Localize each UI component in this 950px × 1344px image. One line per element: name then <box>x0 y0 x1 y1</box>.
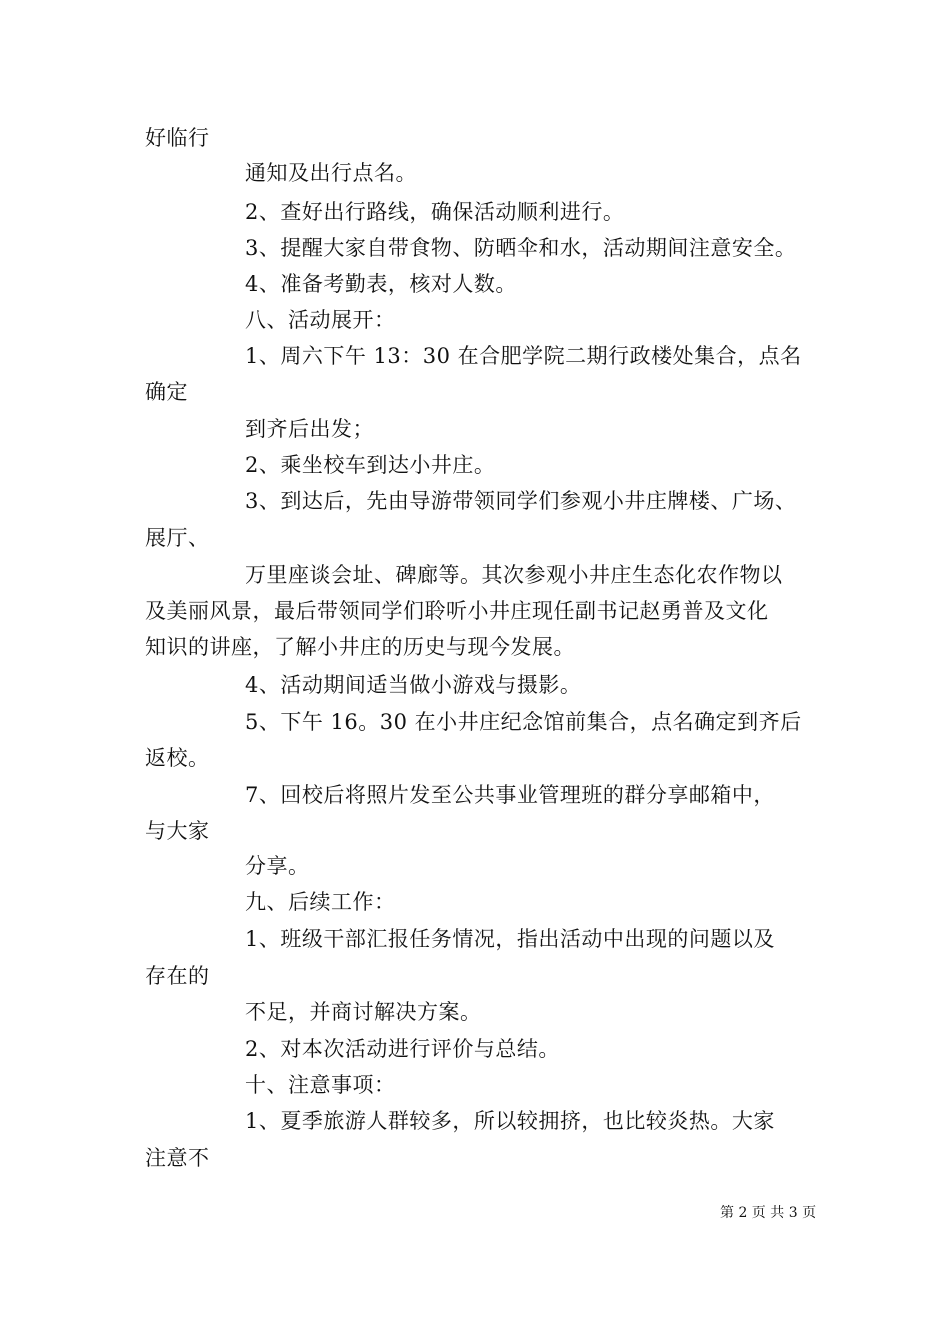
text-line: 及美丽风景，最后带领同学们聆听小井庄现任副书记赵勇普及文化 <box>145 599 769 623</box>
text-line: 5、下午 16。30 在小井庄纪念馆前集合，点名确定到齐后 <box>245 710 802 734</box>
text-line: 展厅、 <box>145 526 210 550</box>
text-line: 1、周六下午 13：30 在合肥学院二期行政楼处集合，点名 <box>245 344 802 368</box>
text-line: 返校。 <box>145 746 210 770</box>
text-line: 通知及出行点名。 <box>245 161 417 185</box>
page-number-footer: 第 2 页 共 3 页 <box>720 1205 817 1221</box>
text-line: 4、准备考勤表，核对人数。 <box>245 272 517 296</box>
text-line: 1、班级干部汇报任务情况，指出活动中出现的问题以及 <box>245 927 775 951</box>
text-line: 7、回校后将照片发至公共事业管理班的群分享邮箱中， <box>245 783 775 807</box>
text-line: 4、活动期间适当做小游戏与摄影。 <box>245 673 582 697</box>
text-line: 2、对本次活动进行评价与总结。 <box>245 1037 560 1061</box>
text-line: 2、乘坐校车到达小井庄。 <box>245 453 496 477</box>
section-heading: 九、后续工作： <box>245 890 396 914</box>
text-line: 1、夏季旅游人群较多，所以较拥挤，也比较炎热。大家 <box>245 1109 775 1133</box>
text-line: 3、到达后，先由导游带领同学们参观小井庄牌楼、广场、 <box>245 489 797 513</box>
text-line: 注意不 <box>145 1146 210 1170</box>
text-line: 2、查好出行路线，确保活动顺利进行。 <box>245 200 625 224</box>
text-line: 万里座谈会址、碑廊等。其次参观小井庄生态化农作物以 <box>245 563 783 587</box>
text-line: 知识的讲座，了解小井庄的历史与现今发展。 <box>145 635 575 659</box>
text-line: 不足，并商讨解决方案。 <box>245 1000 482 1024</box>
text-line: 3、提醒大家自带食物、防晒伞和水，活动期间注意安全。 <box>245 236 797 260</box>
section-heading: 十、注意事项： <box>245 1073 396 1097</box>
text-line: 到齐后出发； <box>245 417 374 441</box>
text-line: 好临行 <box>145 126 210 150</box>
text-line: 存在的 <box>145 964 210 988</box>
text-line: 分享。 <box>245 854 310 878</box>
text-line: 确定 <box>145 380 188 404</box>
section-heading: 八、活动展开： <box>245 308 396 332</box>
text-line: 与大家 <box>145 819 210 843</box>
